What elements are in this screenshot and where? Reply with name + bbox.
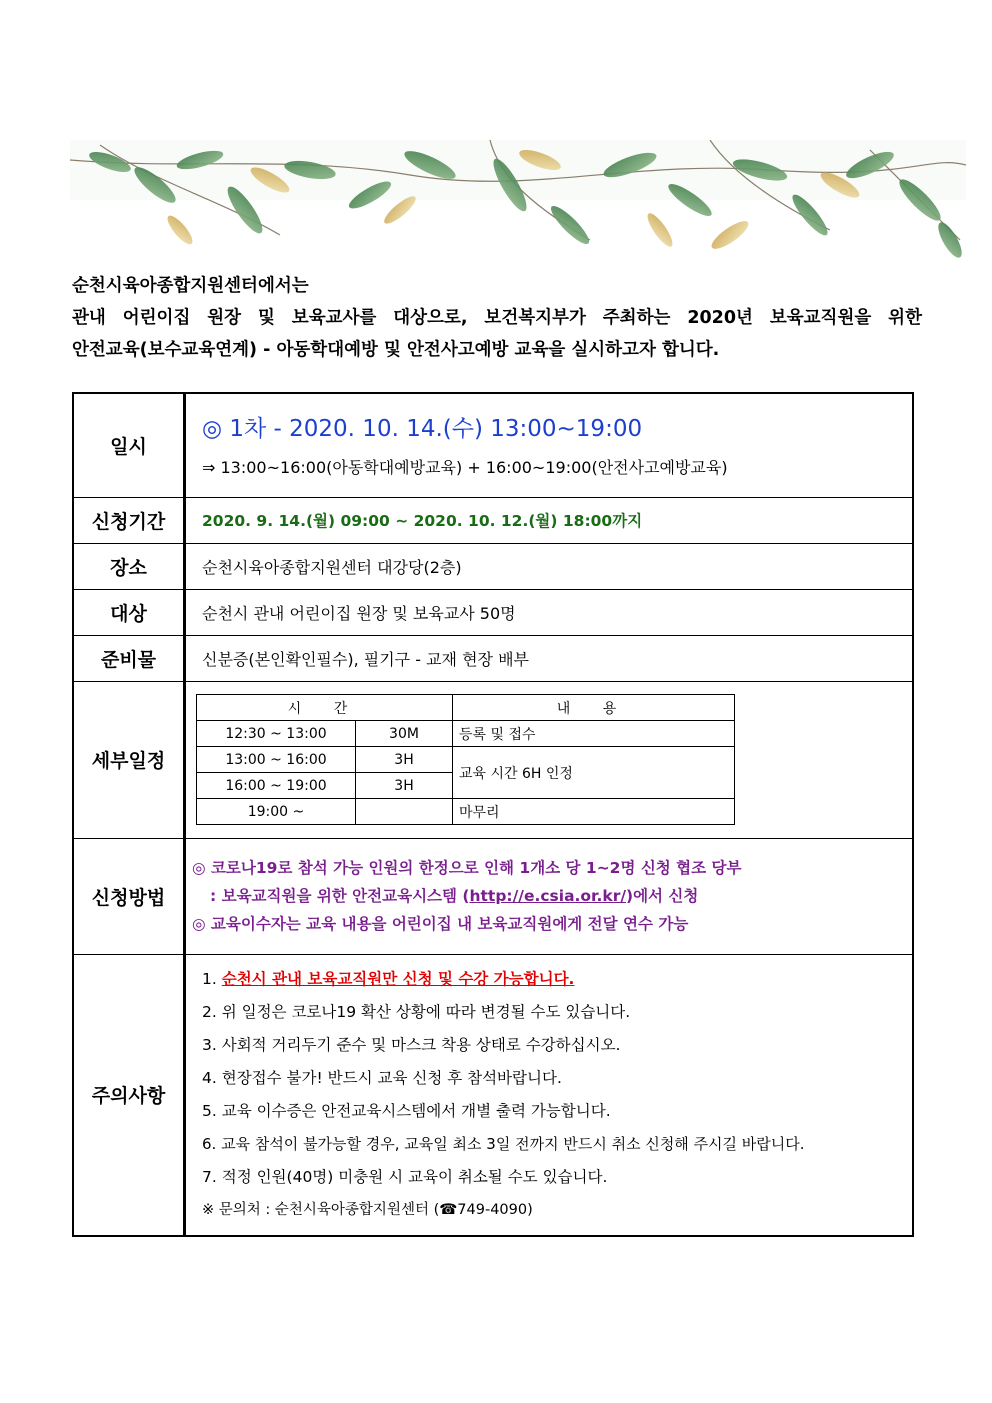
method-line-3: ◎ 교육이수자는 교육 내용을 어린이집 내 보육교직원에게 전달 연수 가능 bbox=[192, 915, 689, 933]
notice-item-5: 5. 교육 이수증은 안전교육시스템에서 개별 출력 가능합니다. bbox=[202, 1101, 611, 1120]
method-line-2-post: )에서 신청 bbox=[626, 887, 699, 905]
cell-supplies bbox=[185, 635, 914, 681]
detail-header-row bbox=[197, 695, 735, 721]
detail-duration: 3H bbox=[356, 747, 453, 773]
supplies-value: 신분증(본인확인필수), 필기구 - 교재 현장 배부 bbox=[202, 649, 529, 669]
method-line-1: ◎ 코로나19로 참석 가능 인원의 한정으로 인해 1개소 당 1~2명 신청 협조 당부 bbox=[192, 859, 742, 877]
row-apply-period bbox=[73, 497, 913, 543]
row-target bbox=[73, 589, 913, 635]
detail-duration bbox=[356, 799, 453, 825]
detail-time: 12:30 ~ 13:00 bbox=[197, 721, 356, 747]
label-place: 장소 bbox=[73, 543, 185, 589]
intro-line-2: 관내 어린이집 원장 및 보육교사를 대상으로, 보건복지부가 주최하는 2020년 보육교직원을 위한 bbox=[72, 308, 922, 328]
cell-apply-method bbox=[185, 838, 914, 954]
header-content: 내 용 bbox=[453, 695, 735, 721]
detail-row bbox=[197, 721, 735, 747]
label-notice: 주의사항 bbox=[73, 954, 185, 1236]
apply-period-value: 2020. 9. 14.(월) 09:00 ~ 2020. 10. 12.(월) 18:00까지 bbox=[202, 512, 643, 530]
notice-contact: ※ 문의처 : 순천시육아종합지원센터 (☎749-4090) bbox=[202, 1201, 533, 1218]
info-table bbox=[72, 392, 914, 1237]
notice-item-4: 4. 현장접수 불가! 반드시 교육 신청 후 참석바랍니다. bbox=[202, 1068, 562, 1087]
detail-time: 13:00 ~ 16:00 bbox=[197, 747, 356, 773]
method-line-2-pre: : 보육교직원을 위한 안전교육시스템 ( bbox=[210, 887, 470, 905]
cell-detail-schedule bbox=[185, 681, 914, 838]
notice-item-3: 3. 사회적 거리두기 준수 및 마스크 착용 상태로 수강하십시오. bbox=[202, 1035, 621, 1054]
detail-content: 등록 및 접수 bbox=[453, 721, 735, 747]
label-schedule-date: 일시 bbox=[73, 393, 185, 497]
detail-schedule-table bbox=[196, 694, 735, 825]
notice-item-2: 2. 위 일정은 코로나19 확산 상황에 따라 변경될 수도 있습니다. bbox=[202, 1002, 631, 1021]
detail-content: 마무리 bbox=[453, 799, 735, 825]
cell-target bbox=[185, 589, 914, 635]
detail-time: 19:00 ~ bbox=[197, 799, 356, 825]
label-target: 대상 bbox=[73, 589, 185, 635]
row-notice bbox=[73, 954, 913, 1236]
method-line-2 bbox=[192, 882, 912, 910]
intro-paragraph bbox=[72, 270, 922, 366]
cell-apply-period bbox=[185, 497, 914, 543]
row-supplies bbox=[73, 635, 913, 681]
row-detail-schedule bbox=[73, 681, 913, 838]
place-value: 순천시육아종합지원센터 대강당(2층) bbox=[202, 557, 462, 577]
detail-row bbox=[197, 799, 735, 825]
detail-duration: 3H bbox=[356, 773, 453, 799]
header-time: 시 간 bbox=[197, 695, 453, 721]
notice-item-7: 7. 적정 인원(40명) 미충원 시 교육이 취소될 수도 있습니다. bbox=[202, 1167, 608, 1186]
label-supplies: 준비물 bbox=[73, 635, 185, 681]
target-value: 순천시 관내 어린이집 원장 및 보육교사 50명 bbox=[202, 603, 516, 623]
label-apply-period: 신청기간 bbox=[73, 497, 185, 543]
notice-list bbox=[202, 963, 912, 1227]
cell-schedule-date bbox=[185, 393, 914, 497]
intro-line-1: 순천시육아종합지원센터에서는 bbox=[72, 276, 309, 296]
notice-item-1-text: 순천시 관내 보육교직원만 신청 및 수강 가능합니다. bbox=[221, 969, 575, 988]
detail-duration: 30M bbox=[356, 721, 453, 747]
row-place bbox=[73, 543, 913, 589]
cell-place bbox=[185, 543, 914, 589]
detail-time: 16:00 ~ 19:00 bbox=[197, 773, 356, 799]
row-apply-method bbox=[73, 838, 913, 954]
label-apply-method: 신청방법 bbox=[73, 838, 185, 954]
schedule-date-main: ◎ 1차 - 2020. 10. 14.(수) 13:00~19:00 bbox=[202, 416, 643, 443]
label-detail-schedule: 세부일정 bbox=[73, 681, 185, 838]
leaf-banner-image bbox=[70, 140, 966, 262]
intro-line-3: 안전교육(보수교육연계) - 아동학대예방 및 안전사고예방 교육을 실시하고자 합니다. bbox=[72, 340, 720, 360]
schedule-date-sub: ⇒ 13:00~16:00(아동학대예방교육) + 16:00~19:00(안전사고예방교육) bbox=[202, 458, 728, 478]
apply-system-link[interactable]: http://e.csia.or.kr/ bbox=[469, 887, 626, 905]
row-schedule-date bbox=[73, 393, 913, 497]
detail-content: 교육 시간 6H 인정 bbox=[453, 747, 735, 799]
notice-item-1 bbox=[202, 963, 912, 996]
notice-item-6: 6. 교육 참석이 불가능할 경우, 교육일 최소 3일 전까지 반드시 취소 신청해 주시길 바랍니다. bbox=[202, 1134, 805, 1153]
cell-notice bbox=[185, 954, 914, 1236]
notice-item-1-number: 1. bbox=[202, 969, 217, 988]
detail-row bbox=[197, 747, 735, 773]
